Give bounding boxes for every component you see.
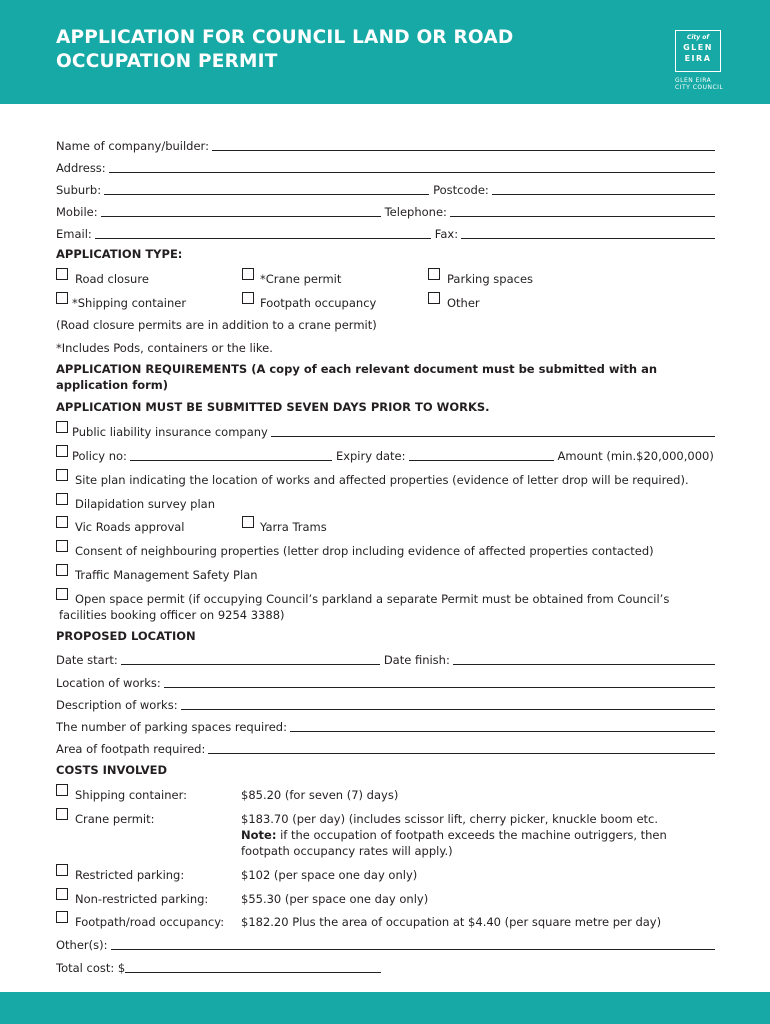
yarra-trams-checkbox[interactable] — [242, 516, 254, 528]
vic-roads-checkbox[interactable] — [56, 516, 68, 528]
shipping-cost-label: Shipping container: — [75, 788, 187, 802]
fax-label: Fax: — [434, 227, 459, 241]
others-row — [56, 936, 715, 952]
requirements-heading: APPLICATION REQUIREMENTS (A copy of each relevant document must be submitted with an — [56, 362, 658, 376]
restricted-parking-checkbox[interactable] — [56, 864, 68, 876]
location-works-field[interactable] — [164, 675, 715, 688]
footpath-area-field[interactable] — [208, 741, 715, 754]
logo-glen: GLEN — [683, 43, 713, 52]
others-label: Other(s): — [56, 938, 108, 952]
logo-subtitle — [675, 77, 723, 91]
dilapidation-label: Dilapidation survey plan — [75, 497, 215, 511]
expiry-label: Expiry date: — [335, 449, 406, 463]
mobile-field[interactable] — [101, 204, 381, 217]
crane-note-bold: Note: — [241, 828, 277, 842]
telephone-field[interactable] — [450, 204, 715, 217]
nonrestricted-parking-cost: $55.30 (per space one day only) — [241, 892, 429, 906]
crane-permit-checkbox[interactable] — [242, 268, 254, 280]
others-field[interactable] — [111, 937, 716, 950]
mobile-row — [56, 203, 715, 219]
policy-row — [72, 447, 715, 463]
consent-label: Consent of neighbouring properties (letter drop including evidence of affected properties contacted) — [75, 544, 654, 558]
footpath-road-label: Footpath/road occupancy: — [75, 915, 225, 929]
location-works-label: Location of works: — [56, 676, 161, 690]
company-row — [56, 137, 715, 153]
date-start-field[interactable] — [121, 652, 380, 665]
open-space-label-1: Open space permit (if occupying Council’s parkland a separate Permit must be obtained from Council’s — [75, 592, 670, 606]
road-closure-note: (Road closure permits are in addition to a crane permit) — [56, 318, 377, 332]
restricted-parking-label: Restricted parking: — [75, 868, 185, 882]
title-line-2: OCCUPATION PERMIT — [56, 51, 278, 72]
company-field[interactable] — [212, 138, 715, 151]
dates-row — [56, 651, 715, 667]
form-title — [56, 26, 513, 74]
email-field[interactable] — [95, 226, 431, 239]
insurance-field[interactable] — [271, 424, 715, 437]
traffic-checkbox[interactable] — [56, 564, 68, 576]
footpath-occupancy-label: Footpath occupancy — [260, 296, 377, 310]
expiry-field[interactable] — [409, 448, 554, 461]
email-row — [56, 225, 715, 241]
location-works-row — [56, 674, 715, 690]
postcode-label: Postcode: — [433, 183, 489, 197]
costs-heading: COSTS INVOLVED — [56, 763, 168, 777]
parking-spaces-label: Parking spaces — [447, 272, 534, 286]
footpath-occupancy-checkbox[interactable] — [242, 292, 254, 304]
description-field[interactable] — [181, 697, 715, 710]
nonrestricted-parking-checkbox[interactable] — [56, 888, 68, 900]
seven-days-heading: APPLICATION MUST BE SUBMITTED SEVEN DAYS PRIOR TO WORKS. — [56, 400, 490, 414]
telephone-label: Telephone: — [384, 205, 447, 219]
yarra-trams-label: Yarra Trams — [260, 520, 327, 534]
policy-checkbox[interactable] — [56, 445, 68, 457]
dilapidation-checkbox[interactable] — [56, 493, 68, 505]
description-label: Description of works: — [56, 698, 178, 712]
parking-spaces-checkbox[interactable] — [428, 268, 440, 280]
road-closure-checkbox[interactable] — [56, 268, 68, 280]
requirements-heading-cont: application form) — [56, 378, 169, 392]
other-checkbox[interactable] — [428, 292, 440, 304]
insurance-checkbox[interactable] — [56, 421, 68, 433]
postcode-field[interactable] — [492, 182, 715, 195]
includes-note: *Includes Pods, containers or the like. — [56, 341, 273, 355]
total-field[interactable] — [125, 960, 381, 973]
date-finish-label: Date finish: — [383, 653, 450, 667]
council-logo — [675, 30, 721, 72]
shipping-container-label: *Shipping container — [72, 296, 187, 310]
crane-cost-line-1: $183.70 (per day) (includes scissor lift, cherry picker, knuckle boom etc. — [241, 812, 659, 826]
open-space-label-2: facilities booking officer on 9254 3388) — [59, 608, 285, 622]
footpath-area-row — [56, 740, 715, 756]
address-label: Address: — [56, 161, 106, 175]
footpath-area-label: Area of footpath required: — [56, 742, 206, 756]
title-line-1: APPLICATION FOR COUNCIL LAND OR ROAD — [56, 27, 514, 48]
suburb-row — [56, 181, 715, 197]
logo-sub-2: CITY COUNCIL — [675, 84, 724, 91]
proposed-location-heading: PROPOSED LOCATION — [56, 629, 196, 643]
road-closure-label: Road closure — [75, 272, 149, 286]
footpath-road-checkbox[interactable] — [56, 911, 68, 923]
nonrestricted-parking-label: Non-restricted parking: — [75, 892, 209, 906]
suburb-label: Suburb: — [56, 183, 102, 197]
footer-bar — [0, 992, 770, 1024]
traffic-label: Traffic Management Safety Plan — [75, 568, 258, 582]
parking-required-row — [56, 718, 715, 734]
site-plan-checkbox[interactable] — [56, 469, 68, 481]
insurance-row — [72, 423, 715, 439]
shipping-container-checkbox[interactable] — [56, 292, 68, 304]
company-label: Name of company/builder: — [56, 139, 209, 153]
shipping-cost-value: $85.20 (for seven (7) days) — [241, 788, 399, 802]
crane-permit-label: *Crane permit — [260, 272, 342, 286]
email-label: Email: — [56, 227, 92, 241]
address-field[interactable] — [109, 160, 715, 173]
fax-field[interactable] — [461, 226, 715, 239]
logo-sub-1: GLEN EIRA — [675, 77, 712, 84]
other-label: Other — [447, 296, 480, 310]
site-plan-label: Site plan indicating the location of works and affected properties (evidence of letter drop will be required). — [75, 473, 689, 487]
amount-label: Amount (min.$20,000,000) — [557, 449, 714, 463]
date-start-label: Date start: — [56, 653, 118, 667]
logo-city-of: City of — [686, 34, 710, 41]
vic-roads-label: Vic Roads approval — [75, 520, 185, 534]
crane-cost-label: Crane permit: — [75, 812, 155, 826]
crane-cost-checkbox[interactable] — [56, 808, 68, 820]
footpath-road-cost: $182.20 Plus the area of occupation at $4.40 (per square metre per day) — [241, 915, 662, 929]
open-space-checkbox[interactable] — [56, 588, 68, 600]
application-type-heading: APPLICATION TYPE: — [56, 247, 183, 261]
policy-field[interactable] — [130, 448, 332, 461]
crane-cost-line-2 — [241, 828, 667, 842]
consent-checkbox[interactable] — [56, 540, 68, 552]
address-row — [56, 159, 715, 175]
policy-label: Policy no: — [72, 449, 127, 463]
crane-cost-line-3: footpath occupancy rates will apply.) — [241, 844, 453, 858]
header-banner — [0, 0, 770, 104]
suburb-field[interactable] — [104, 182, 429, 195]
crane-note-text: if the occupation of footpath exceeds the machine outriggers, then — [276, 828, 667, 842]
parking-required-label: The number of parking spaces required: — [56, 720, 287, 734]
insurance-label: Public liability insurance company — [72, 425, 268, 439]
shipping-cost-checkbox[interactable] — [56, 784, 68, 796]
restricted-parking-cost: $102 (per space one day only) — [241, 868, 418, 882]
date-finish-field[interactable] — [453, 652, 715, 665]
parking-required-field[interactable] — [290, 719, 715, 732]
mobile-label: Mobile: — [56, 205, 98, 219]
total-row — [56, 959, 381, 975]
logo-eira: EIRA — [684, 54, 712, 63]
total-label: Total cost: $ — [56, 961, 126, 975]
description-row — [56, 696, 715, 712]
